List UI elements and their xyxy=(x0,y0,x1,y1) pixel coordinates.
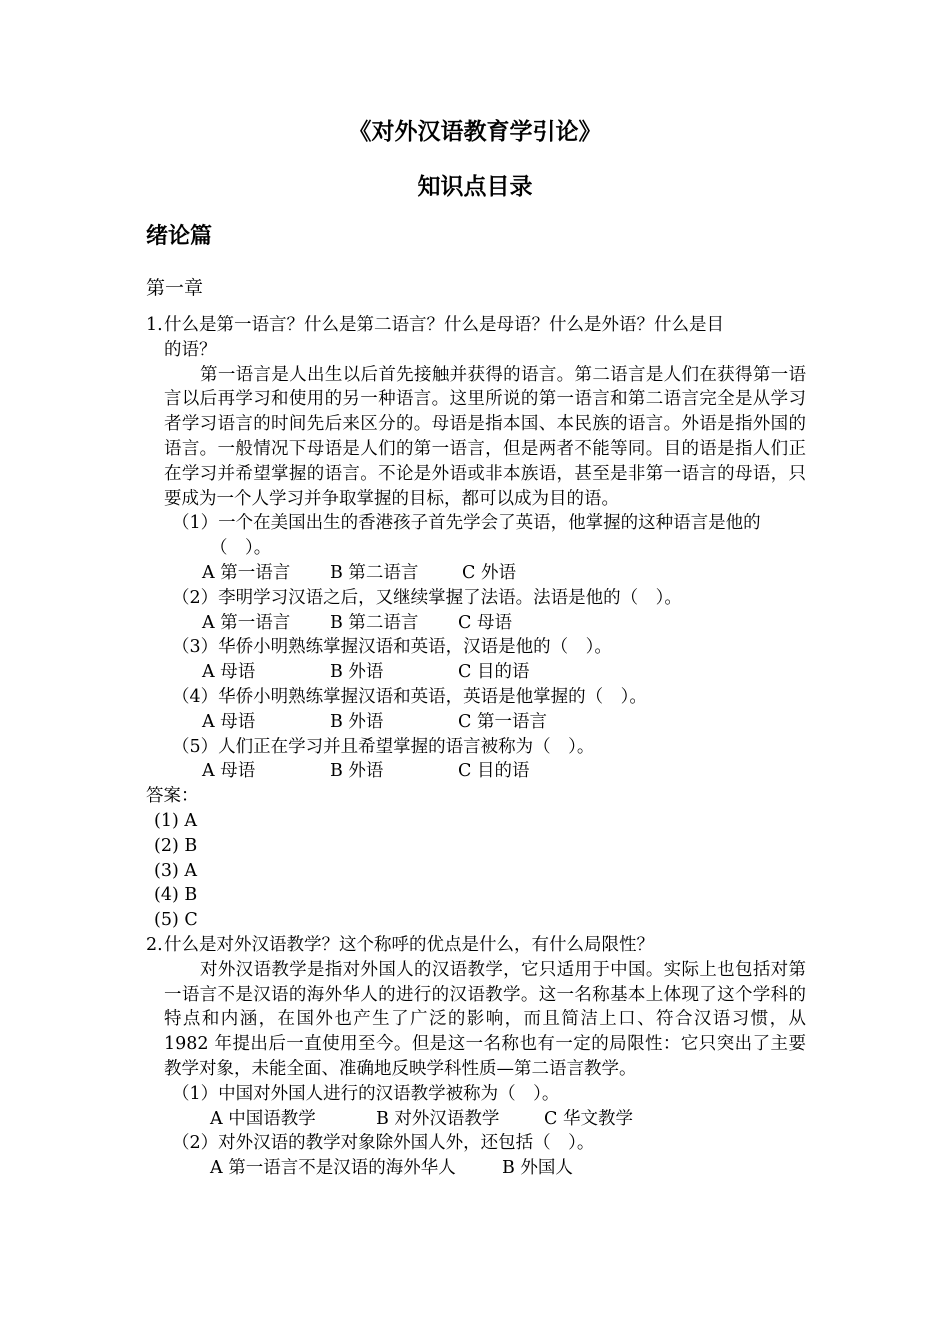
answer-item: (3) A xyxy=(154,860,197,881)
question-2 xyxy=(146,933,806,1181)
answer-paragraph: 对外汉语教学是指对外国人的汉语教学，它只适用于中国。实际上也包括对第一语言不是汉语的海外华人的进行的汉语教学。这一名称基本上体现了这个学科的特点和内涵，在国外也产生了广泛的影响，而且简洁上口、符合汉语习惯，从 1982 年提出后一直使用至今。但是这一名称也有一定的局限性：它只突出了主要教学对象，未能全面、准确地反映学科性质—第二语言教学。 xyxy=(164,959,806,1079)
answer-item: (2) B xyxy=(154,835,198,856)
subquestion xyxy=(146,1131,806,1156)
option-c: C 目的语 xyxy=(458,761,530,782)
option-row xyxy=(146,1107,806,1132)
option-a: A 母语 xyxy=(202,761,256,782)
option-a: A 中国语教学 xyxy=(210,1108,316,1129)
subquestion-text: （1）中国对外国人进行的汉语教学被称为（ ）。 xyxy=(172,1083,560,1104)
subquestion xyxy=(146,635,806,660)
subquestion xyxy=(146,586,806,611)
question-text-line: 的语？ xyxy=(164,339,217,360)
question-2-head xyxy=(146,933,806,958)
option-row xyxy=(146,660,806,685)
answer-paragraph: 第一语言是人出生以后首先接触并获得的语言。第二语言是人们在获得第一语言以后再学习和使用的另一种语言。这里所说的第一语言和第二语言完全是从学习者学习语言的时间先后来区分的。母语是指本国、本民族的语言。外语是指外国的语言。一般情况下母语是人们的第一语言，但是两者不能等同。目的语是指人们正在学习并希望掌握的语言。不论是外语或非本族语，甚至是非第一语言的母语，只要成为一个人学习并争取掌握的目标，都可以成为目的语。 xyxy=(164,364,806,509)
question-number: 1. xyxy=(146,315,163,335)
question-text-line: 什么是第一语言？什么是第二语言？什么是母语？什么是外语？什么是目 xyxy=(164,315,724,335)
option-a: A 母语 xyxy=(202,711,256,732)
option-c: C 外语 xyxy=(462,562,516,583)
option-b: B 外语 xyxy=(330,662,384,683)
subquestion-text xyxy=(172,511,806,561)
document-body xyxy=(146,313,806,1181)
document-title: 《对外汉语教育学引论》 xyxy=(348,119,602,145)
question-1-head xyxy=(146,313,806,363)
question-text xyxy=(164,313,806,363)
subquestion-text: （2）对外汉语的教学对象除外国人外，还包括（ ）。 xyxy=(172,1133,595,1154)
subquestion-text: （2）李明学习汉语之后，又继续掌握了法语。法语是他的（ ）。 xyxy=(172,587,682,608)
option-row xyxy=(146,759,806,784)
option-row xyxy=(146,611,806,636)
option-b: B 外国人 xyxy=(502,1158,573,1179)
option-row xyxy=(146,710,806,735)
subquestion xyxy=(146,1082,806,1107)
option-row xyxy=(146,1156,806,1181)
subquestion xyxy=(146,735,806,760)
option-c: C 目的语 xyxy=(458,662,530,683)
option-b: B 外语 xyxy=(330,711,384,732)
question-1 xyxy=(146,313,806,933)
option-c: C 第一语言 xyxy=(458,711,547,732)
answer-item: (5) C xyxy=(154,910,198,931)
option-a: A 母语 xyxy=(202,662,256,683)
answer-item: (4) B xyxy=(154,885,198,906)
subquestion xyxy=(146,685,806,710)
answer-item: (1) A xyxy=(154,810,197,831)
subquestion-text-line: （ ）。 xyxy=(210,538,272,559)
document-subtitle: 知识点目录 xyxy=(417,174,533,200)
option-b: B 第二语言 xyxy=(330,562,419,583)
subquestion-text: （5）人们正在学习并且希望掌握的语言被称为（ ）。 xyxy=(172,736,595,757)
subquestion xyxy=(146,511,806,561)
option-b: B 第二语言 xyxy=(330,612,419,633)
subquestion-text: （3）华侨小明熟练掌握汉语和英语，汉语是他的（ ）。 xyxy=(172,637,612,658)
answers-label: 答案： xyxy=(146,786,199,807)
option-c: C 母语 xyxy=(458,612,512,633)
section-title: 绪论篇 xyxy=(146,224,213,249)
option-row xyxy=(146,561,806,586)
option-c: C 华文教学 xyxy=(544,1108,633,1129)
option-a: A 第一语言 xyxy=(202,612,291,633)
option-b: B 对外汉语教学 xyxy=(376,1108,500,1129)
option-a: A 第一语言不是汉语的海外华人 xyxy=(210,1158,456,1179)
question-number: 2. xyxy=(146,934,163,955)
chapter-title: 第一章 xyxy=(146,277,204,299)
option-a: A 第一语言 xyxy=(202,562,291,583)
option-b: B 外语 xyxy=(330,761,384,782)
subquestion-text: （4）华侨小明熟练掌握汉语和英语，英语是他掌握的（ ）。 xyxy=(172,686,647,707)
subquestion-text-line: （1）一个在美国出生的香港孩子首先学会了英语，他掌握的这种语言是他的 xyxy=(172,513,761,534)
question-text: 什么是对外汉语教学？这个称呼的优点是什么，有什么局限性？ xyxy=(164,934,654,955)
